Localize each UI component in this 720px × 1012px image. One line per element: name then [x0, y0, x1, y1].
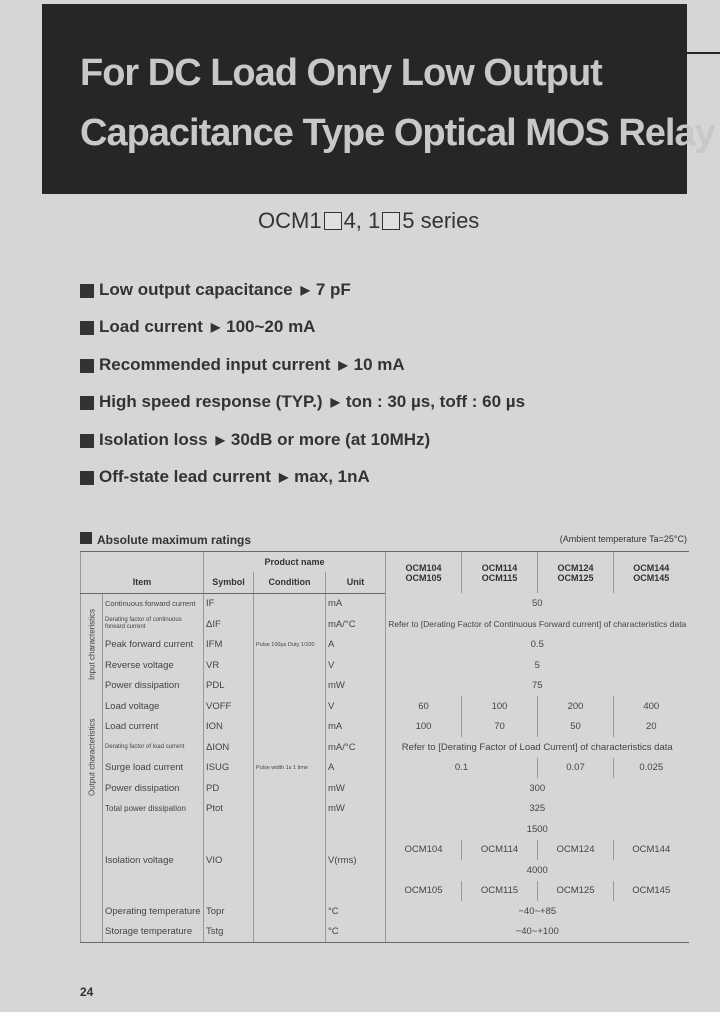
- row-value: OCM144: [614, 840, 689, 861]
- feature-label: Recommended input current: [99, 354, 331, 374]
- header-row: [81, 552, 689, 573]
- row-symbol: Tstg: [204, 922, 254, 943]
- row-value: 300: [386, 778, 689, 799]
- row-value: 20: [614, 717, 689, 738]
- row-item: Power dissipation: [103, 778, 204, 799]
- feature-item: [80, 355, 525, 392]
- series-box: [382, 212, 400, 230]
- row-unit: mW: [326, 778, 386, 799]
- arrow-right-icon: ▶: [215, 432, 225, 447]
- feature-value: 10 mA: [353, 354, 405, 374]
- row-item: Total power dissipation: [103, 799, 204, 820]
- model-header: OCM144 OCM145: [614, 552, 689, 594]
- row-value: OCM114: [462, 840, 538, 861]
- row-item: Peak forward current: [103, 635, 204, 656]
- row-unit: mA: [326, 593, 386, 614]
- row-value: Refer to [Derating Factor of Continuous Forward current] of characteristics data: [386, 614, 689, 635]
- row-value: OCM145: [614, 881, 689, 902]
- arrow-right-icon: ▶: [278, 469, 289, 484]
- feature-label: Low output capacitance: [99, 280, 293, 299]
- table-row: [81, 901, 689, 922]
- row-symbol: VIO: [204, 819, 254, 901]
- ratings-table: [80, 551, 689, 943]
- row-unit: A: [326, 758, 386, 779]
- series-name: [258, 208, 479, 234]
- title-line-2: Capacitance Type Optical MOS Relay: [80, 112, 715, 154]
- row-symbol: PDL: [204, 676, 254, 697]
- table-row: [81, 737, 689, 758]
- row-value: 75: [386, 676, 689, 697]
- row-unit: mA/°C: [326, 614, 386, 635]
- feature-item: [80, 317, 525, 354]
- ambient-note: (Ambient temperature Ta=25°C): [559, 534, 687, 544]
- table-heading-text: Absolute maximum ratings: [97, 533, 252, 547]
- bullet-square-icon: [80, 359, 94, 373]
- feature-label: Load current: [99, 317, 203, 337]
- product-name-header: Product name: [204, 552, 386, 573]
- table-row: [81, 655, 689, 676]
- feature-value: 30dB or more (at 10MHz): [230, 429, 431, 449]
- row-unit: mW: [326, 676, 386, 697]
- row-unit: V(rms): [326, 819, 386, 901]
- row-value: 50: [538, 717, 614, 738]
- row-item: Continuous forward current: [103, 593, 204, 614]
- row-item: Operating temperature: [103, 901, 204, 922]
- table-row: [81, 593, 689, 614]
- row-unit: °C: [326, 901, 386, 922]
- banner-rule: [687, 52, 720, 54]
- row-value: Refer to [Derating Factor of Load Current] of characteristics data: [386, 737, 689, 758]
- row-value: −40~+100: [386, 922, 689, 943]
- row-value: 100: [386, 717, 462, 738]
- output-group-label: Output characteristics: [81, 696, 103, 819]
- feature-item: [80, 430, 525, 467]
- row-value: 50: [386, 593, 689, 614]
- row-value: 0.025: [614, 758, 689, 779]
- feature-list: [80, 280, 525, 504]
- arrow-right-icon: ▶: [338, 357, 348, 372]
- feature-item: [80, 392, 525, 429]
- row-value: 200: [538, 696, 614, 717]
- row-value: OCM125: [538, 881, 614, 902]
- bullet-square-icon: [80, 396, 94, 410]
- feature-value: max, 1nA: [294, 466, 370, 486]
- row-symbol: ISUG: [204, 758, 254, 779]
- row-value: OCM124: [538, 840, 614, 861]
- unit-header: Unit: [326, 572, 386, 593]
- row-value: 70: [462, 717, 538, 738]
- row-value: OCM115: [462, 881, 538, 902]
- table-row: [81, 922, 689, 943]
- row-unit: V: [326, 655, 386, 676]
- row-value: 5: [386, 655, 689, 676]
- bullet-square-icon: [80, 434, 94, 448]
- table-row: [81, 635, 689, 656]
- row-unit: mA: [326, 717, 386, 738]
- feature-value: 100~20 mA: [226, 317, 316, 337]
- feature-value: ton : 30 µs, toff : 60 µs: [345, 392, 526, 412]
- page-number: 24: [80, 985, 94, 999]
- series-mid: 4, 1: [343, 208, 381, 233]
- item-header: Item: [81, 572, 204, 593]
- table-row: [81, 696, 689, 717]
- model-header: OCM114 OCM115: [462, 552, 538, 594]
- row-symbol: ΔIF: [204, 614, 254, 635]
- feature-label: High speed response (TYP.): [99, 392, 323, 412]
- series-prefix: OCM1: [258, 208, 322, 233]
- bullet-square-icon: [80, 284, 94, 298]
- row-unit: mA/°C: [326, 737, 386, 758]
- row-item: Storage temperature: [103, 922, 204, 943]
- table-row: [81, 717, 689, 738]
- row-unit: A: [326, 635, 386, 656]
- row-item: Power dissipation: [103, 676, 204, 697]
- row-value: 325: [386, 799, 689, 820]
- row-unit: V: [326, 696, 386, 717]
- table-row: [81, 799, 689, 820]
- row-item: Surge load current: [103, 758, 204, 779]
- arrow-right-icon: ▶: [330, 395, 340, 410]
- row-value: 400: [614, 696, 689, 717]
- row-item: Derating factor of continuous forward current: [103, 614, 204, 635]
- table-row: [81, 614, 689, 635]
- row-item: Load current: [103, 717, 204, 738]
- row-value: 4000: [386, 860, 689, 881]
- model-header: OCM124 OCM125: [538, 552, 614, 594]
- row-item: Derating factor of load current: [103, 737, 204, 758]
- row-symbol: Topr: [204, 901, 254, 922]
- feature-item: [80, 467, 525, 504]
- table-row: [81, 819, 689, 840]
- row-value: 100: [462, 696, 538, 717]
- row-unit: °C: [326, 922, 386, 943]
- row-value: 60: [386, 696, 462, 717]
- series-box: [324, 212, 342, 230]
- feature-item: [80, 280, 525, 317]
- row-value: −40~+85: [386, 901, 689, 922]
- title-banner: [42, 4, 687, 194]
- model-header: OCM104 OCM105: [386, 552, 462, 594]
- row-item: Load voltage: [103, 696, 204, 717]
- row-symbol: IFM: [204, 635, 254, 656]
- row-value: OCM105: [386, 881, 462, 902]
- table-row: [81, 758, 689, 779]
- input-group-label: Input characteristics: [81, 593, 103, 696]
- row-symbol: VR: [204, 655, 254, 676]
- row-value: 0.1: [386, 758, 538, 779]
- row-symbol: ION: [204, 717, 254, 738]
- feature-label: Isolation loss: [99, 429, 208, 449]
- series-suffix: 5 series: [402, 208, 480, 233]
- row-symbol: IF: [204, 593, 254, 614]
- row-item: Reverse voltage: [103, 655, 204, 676]
- row-unit: mW: [326, 799, 386, 820]
- feature-label: Off-state lead current: [99, 466, 271, 486]
- row-value: 1500: [386, 819, 689, 840]
- row-value: OCM104: [386, 840, 462, 861]
- row-symbol: ΔION: [204, 737, 254, 758]
- row-condition: Pulse 100µs Duty 1/100: [254, 635, 326, 656]
- condition-header: Condition: [254, 572, 326, 593]
- bullet-square-icon: [80, 471, 94, 485]
- table-row: [81, 778, 689, 799]
- row-item: Isolation voltage: [103, 819, 204, 901]
- row-symbol: VOFF: [204, 696, 254, 717]
- row-value: 0.07: [538, 758, 614, 779]
- row-condition: Pulse width 1s 1 time: [254, 758, 326, 779]
- symbol-header: Symbol: [204, 572, 254, 593]
- table-row: [81, 676, 689, 697]
- row-value: 0.5: [386, 635, 689, 656]
- bullet-square-icon: [80, 532, 92, 544]
- feature-value: 7 pF: [315, 280, 351, 299]
- title-line-1: For DC Load Onry Low Output: [80, 52, 602, 94]
- arrow-right-icon: ▶: [300, 283, 310, 297]
- bullet-square-icon: [80, 321, 94, 335]
- row-symbol: Ptot: [204, 799, 254, 820]
- row-symbol: PD: [204, 778, 254, 799]
- arrow-right-icon: ▶: [210, 320, 221, 335]
- table-heading: [80, 531, 251, 547]
